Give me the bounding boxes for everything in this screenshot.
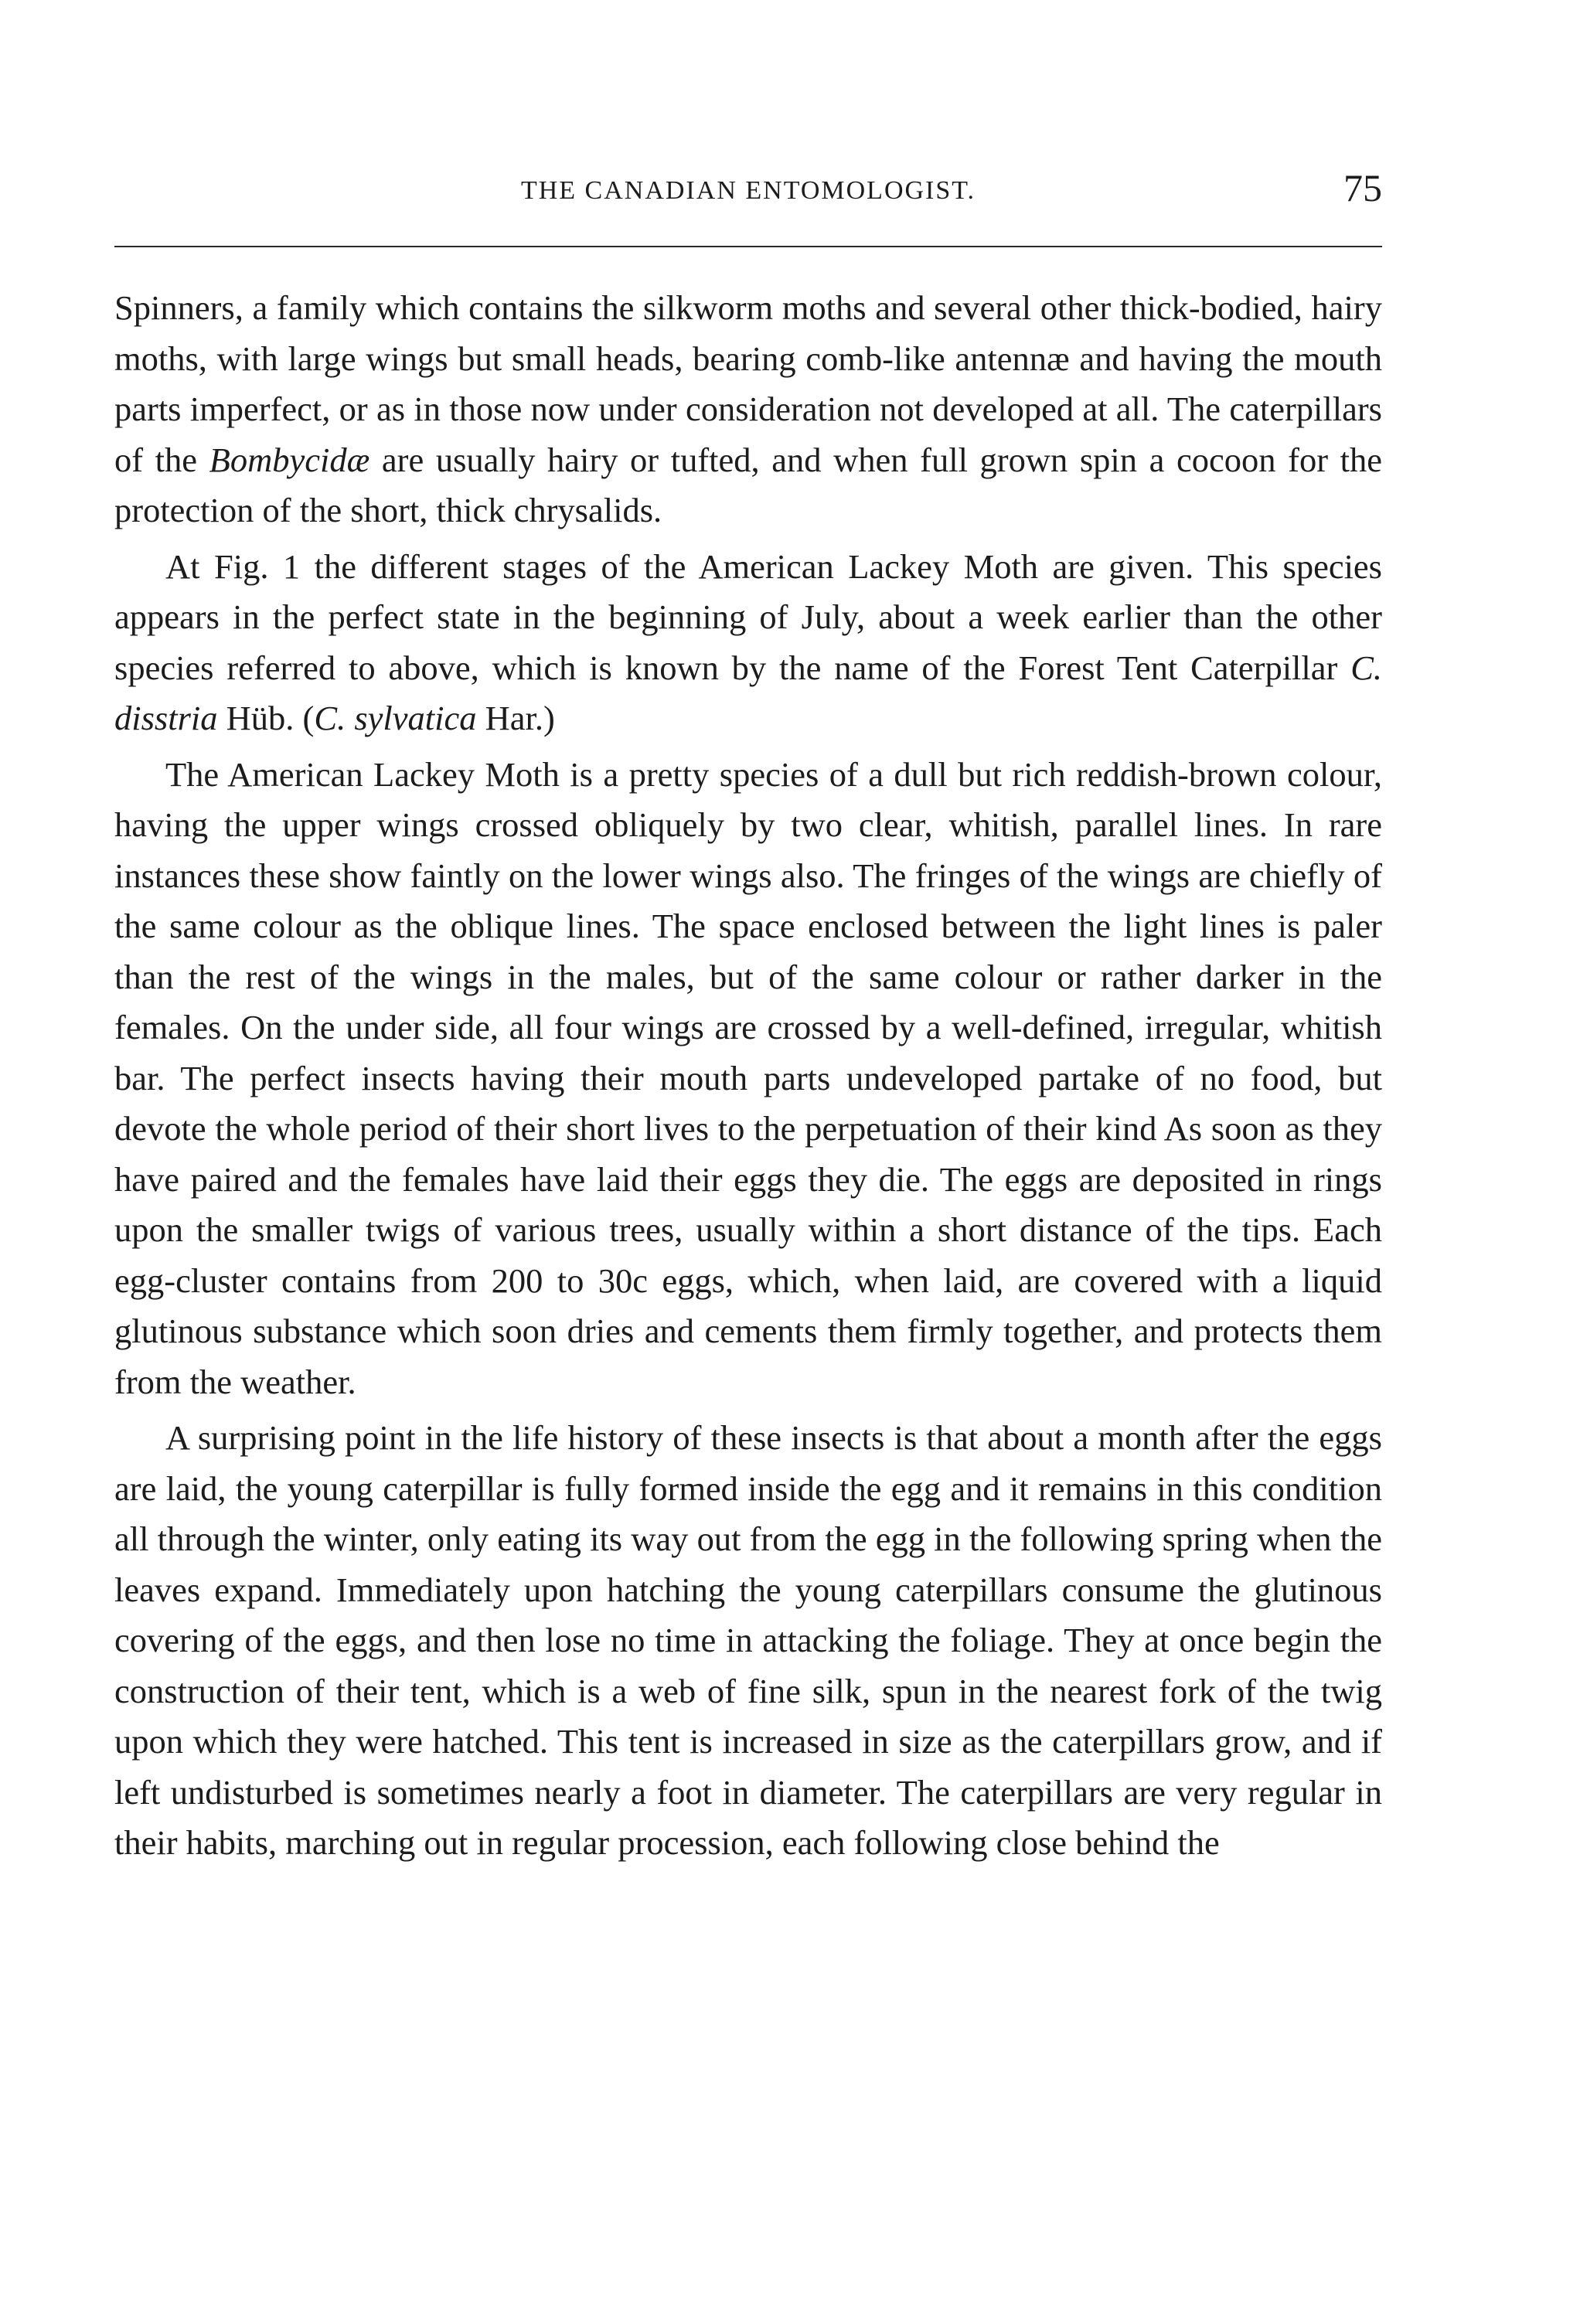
paragraph (114, 750, 1382, 1408)
body-text (114, 283, 1382, 1874)
italic-taxon: C. sylvatica (314, 699, 477, 737)
paragraph (114, 283, 1382, 536)
running-title: THE CANADIAN ENTOMOLOGIST. (520, 176, 976, 205)
text-run: Spinners, a family which contains the silkworm moths and several other thick-bodied, hairy moths, with large wings but small heads, bearing comb-like antennæ and having the mouth parts imperfect, or as in those now under consideration not developed at all. The caterpillars of the (114, 288, 1382, 479)
text-run: Hüb. ( (217, 699, 315, 737)
text-run: At Fig. 1 the different stages of the American Lackey Moth are given. This species appears in the perfect state in the beginning of July, about a week earlier than the other species referred to above, which is known by the name of the Forest Tent Caterpillar (114, 546, 1382, 687)
paragraph (114, 1413, 1382, 1869)
page-number: 75 (1343, 166, 1382, 209)
italic-taxon: C. disstria (114, 648, 1382, 737)
text-run: A surprising point in the life history of these insects is that about a month after the eggs are laid, the young caterpillar is fully formed inside the egg and it remains in this condition all through the winter, only eating its way out from the egg in the following spring when the leaves expand. Immediately upon hatching the young caterpillars consume the glutinous covering of the eggs, and then lose no time in attacking the foliage. They at once begin the construction of their tent, which is a web of fine silk, spun in the nearest fork of the twig upon which they were hatched. This tent is increased in size as the caterpillars grow, and if left undisturbed is sometimes nearly a foot in diameter. The caterpillars are very regular in their habits, marching out in regular procession, each following close behind the (114, 1418, 1382, 1862)
text-run: The American Lackey Moth is a pretty species of a dull but rich reddish-brown colour, having the upper wings crossed obliquely by two clear, whitish, parallel lines. In rare instances these show faintly on the lower wings also. The fringes of the wings are chiefly of the same colour as the oblique lines. The space enclosed between the light lines is paler than the rest of the wings in the males, but of the same colour or rather darker in the females. On the under side, all four wings are crossed by a well-defined, irregular, whitish bar. The perfect insects having their mouth parts undeveloped partake of no food, but devote the whole period of their short lives to the perpetuation of their kind As soon as they have paired and the females have laid their eggs they die. The eggs are deposited in rings upon the smaller twigs of various trees, usually within a short distance of the tips. Each egg-cluster contains from 200 to 30c eggs, which, when laid, are covered with a liquid glutinous substance which soon dries and cements them firmly together, and protects them from the weather. (114, 754, 1382, 1401)
paragraph (114, 542, 1382, 744)
header-rule (114, 246, 1382, 247)
text-run: are usually hairy or tufted, and when full grown spin a cocoon for the protection of the short, thick chrysalids. (114, 440, 1383, 529)
text-run: Har.) (476, 699, 555, 737)
page-header (114, 165, 1382, 219)
italic-taxon: Bombycidæ (209, 440, 370, 479)
